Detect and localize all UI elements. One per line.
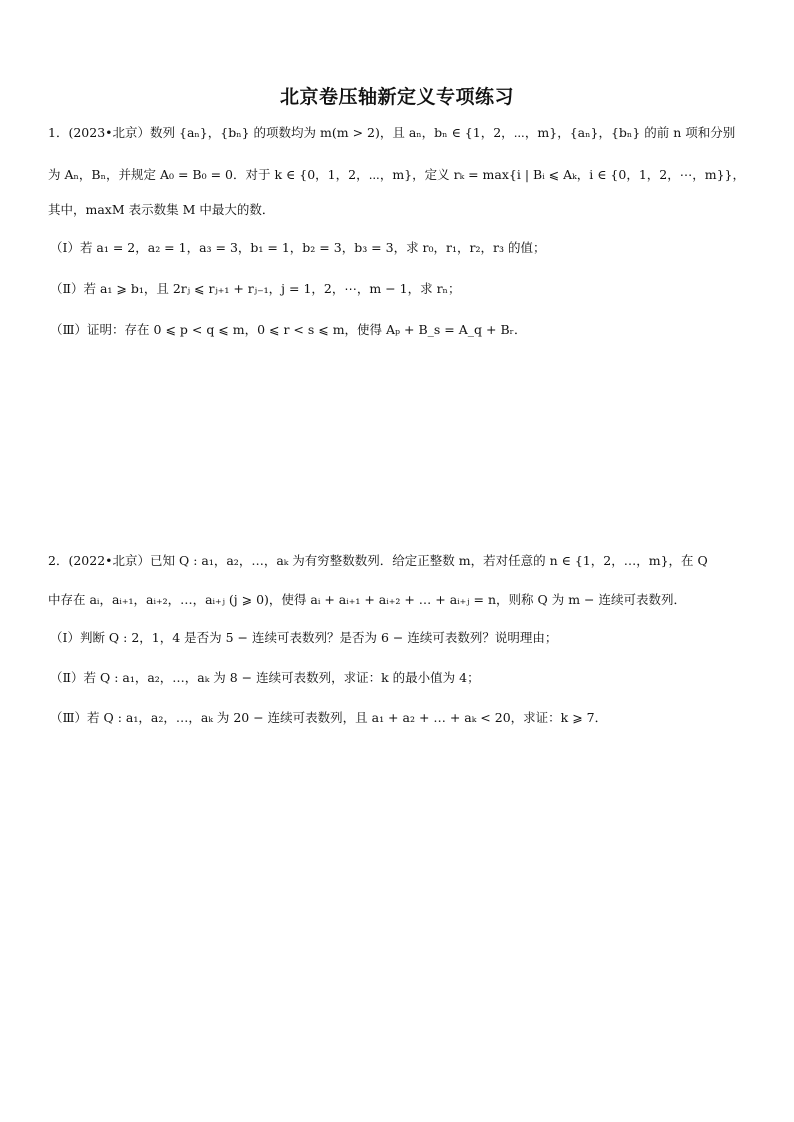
problem-2-part-2: （Ⅱ）若 Q : a₁，a₂，…，aₖ 为 8 − 连续可表数列，求证：k 的最小值为 4； [50, 670, 480, 685]
problem-2-part-1: （Ⅰ）判断 Q : 2，1，4 是否为 5 − 连续可表数列？是否为 6 − 连续可表数列？说明理由； [50, 630, 558, 645]
problem-1-part-2: （Ⅱ）若 a₁ ⩾ b₁，且 2rⱼ ⩽ rⱼ₊₁ + rⱼ₋₁，j = 1，2，⋯，m − 1，求 rₙ； [50, 281, 461, 296]
problem-2-line-1: 2．(2022•北京）已知 Q : a₁，a₂，…，aₖ 为有穷整数数列．给定正整数 m，若对任意的 n ∈ {1，2，…，m}，在 Q [48, 553, 708, 568]
problem-1-part-3: （Ⅲ）证明：存在 0 ⩽ p < q ⩽ m，0 ⩽ r < s ⩽ m，使得 Aₚ + B_s = A_q + Bᵣ． [50, 322, 527, 337]
problem-1-line-2: 为 Aₙ，Bₙ，并规定 A₀ = B₀ = 0．对于 k ∈ {0，1，2，⋯，m}，定义 rₖ = max{i | Bᵢ ⩽ Aₖ，i ∈ {0，1，2，⋯，m}}， [48, 167, 745, 182]
problem-1-line-3: 其中，maxM 表示数集 M 中最大的数． [48, 202, 275, 217]
page-title: 北京卷压轴新定义专项练习 [279, 86, 514, 108]
problem-2-line-2: 中存在 aᵢ，aᵢ₊₁，aᵢ₊₂，…，aᵢ₊ⱼ (j ⩾ 0)，使得 aᵢ + aᵢ₊₁ + aᵢ₊₂ + … + aᵢ₊ⱼ = n，则称 Q 为 m − 连续可表数列． [48, 592, 686, 607]
problem-1-line-1: 1．(2023•北京）数列 {aₙ}，{bₙ} 的项数均为 m(m > 2)，且 aₙ，bₙ ∈ {1，2，⋯，m}，{aₙ}，{bₙ} 的前 n 项和分别 [48, 125, 736, 140]
problem-2-part-3: （Ⅲ）若 Q : a₁，a₂，…，aₖ 为 20 − 连续可表数列，且 a₁ + a₂ + … + aₖ < 20，求证：k ⩾ 7． [50, 710, 608, 725]
problem-1-part-1: （Ⅰ）若 a₁ = 2，a₂ = 1，a₃ = 3，b₁ = 1，b₂ = 3，b₃ = 3，求 r₀，r₁，r₂，r₃ 的值； [50, 240, 546, 255]
